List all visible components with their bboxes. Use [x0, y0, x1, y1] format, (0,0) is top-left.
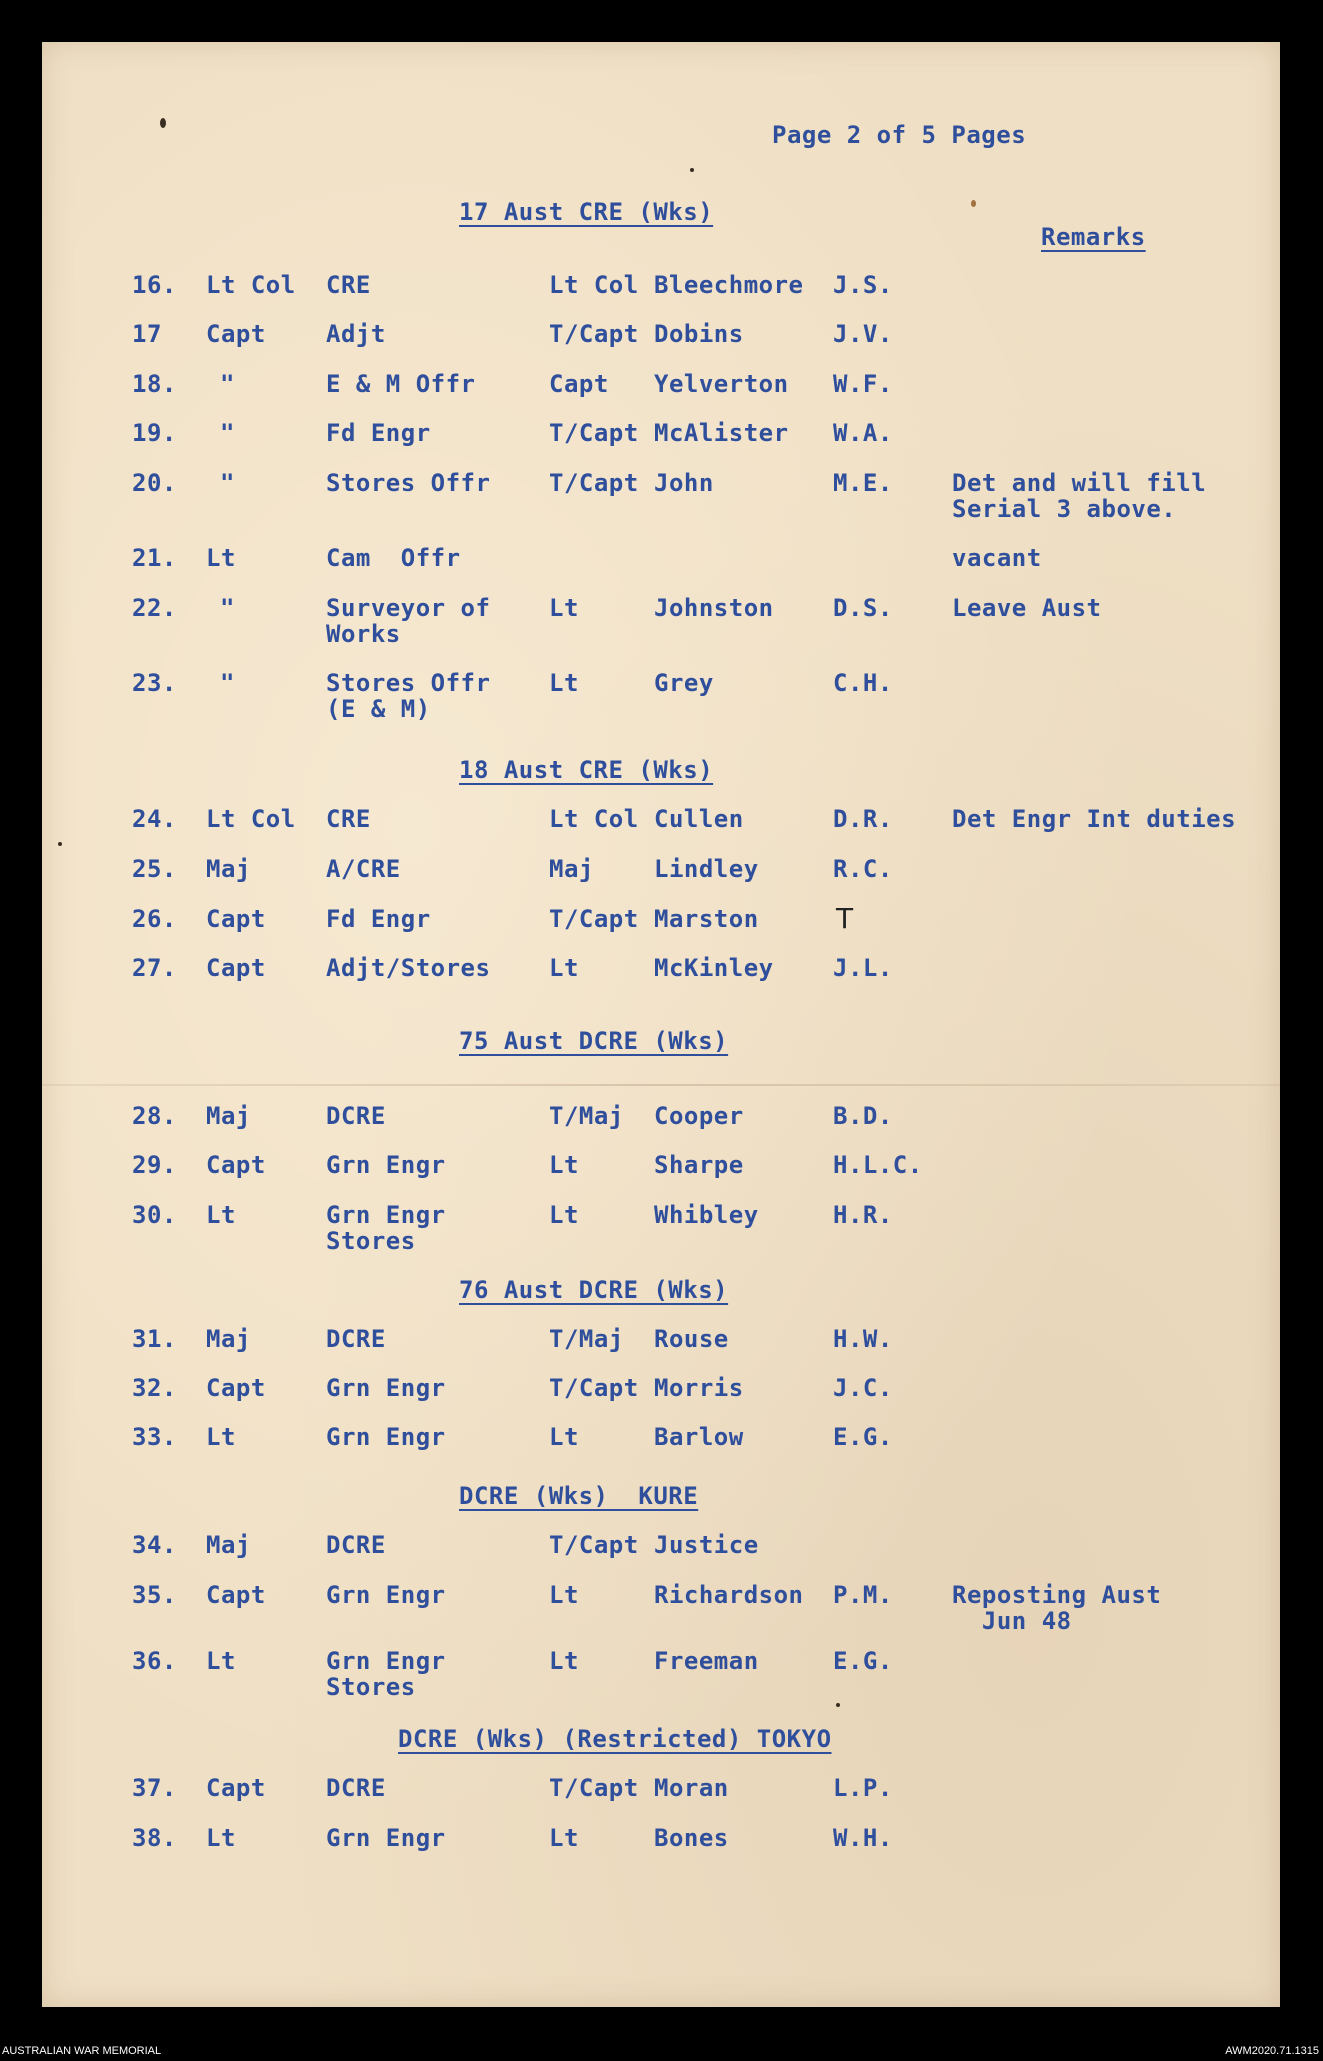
appointment: Stores Offr	[326, 469, 491, 497]
appointment: A/CRE	[326, 855, 401, 883]
holder-initials: J.L.	[833, 954, 893, 982]
appointment: DCRE	[326, 1774, 386, 1802]
holder-name: John	[654, 469, 714, 497]
holder-initials: H.L.C.	[833, 1151, 923, 1179]
establishment-rank: Maj	[206, 855, 251, 883]
holder-initials: R.C.	[833, 855, 893, 883]
appointment: Grn Engr	[326, 1824, 446, 1852]
appointment: Fd Engr	[326, 905, 431, 933]
serial-number: 38.	[132, 1824, 177, 1852]
roll-row	[0, 1202, 1323, 1272]
serial-number: 31.	[132, 1325, 177, 1353]
holder-initials: D.R.	[833, 805, 893, 833]
holder-name: Bones	[654, 1824, 729, 1852]
holder-initials: W.F.	[833, 370, 893, 398]
roll-row	[0, 670, 1323, 740]
holder-name: Cooper	[654, 1102, 744, 1130]
handwritten-mark: T	[836, 902, 854, 935]
holder-initials: P.M.	[833, 1581, 893, 1609]
establishment-rank: Lt Col	[206, 271, 296, 299]
holder-rank: T/Capt	[549, 419, 639, 447]
establishment-rank: Lt	[206, 544, 236, 572]
holder-initials: D.S.	[833, 594, 893, 622]
holder-name: Justice	[654, 1531, 759, 1559]
appointment: Grn Engr	[326, 1374, 446, 1402]
roll-row	[0, 595, 1323, 665]
holder-name: Freeman	[654, 1647, 759, 1675]
establishment-rank: Lt	[206, 1423, 236, 1451]
fold-crease	[42, 1084, 1280, 1086]
archive-credit: AUSTRALIAN WAR MEMORIAL	[2, 2045, 162, 2057]
roll-row	[0, 1648, 1323, 1718]
section-title: 17 Aust CRE (Wks)	[459, 198, 714, 226]
holder-rank: T/Maj	[549, 1325, 624, 1353]
holder-initials: E.G.	[833, 1647, 893, 1675]
serial-number: 25.	[132, 855, 177, 883]
holder-name: Yelverton	[654, 370, 789, 398]
holder-initials: M.E.	[833, 469, 893, 497]
holder-initials: J.C.	[833, 1374, 893, 1402]
remarks: Det and will fill Serial 3 above.	[952, 469, 1207, 523]
establishment-rank: Capt	[206, 320, 266, 348]
holder-name: Rouse	[654, 1325, 729, 1353]
holder-rank: Capt	[549, 370, 609, 398]
serial-number: 19.	[132, 419, 177, 447]
establishment-rank: Capt	[206, 1151, 266, 1179]
roll-row	[0, 955, 1323, 1025]
holder-rank: T/Capt	[549, 1374, 639, 1402]
establishment-rank: Lt	[206, 1201, 236, 1229]
serial-number: 23.	[132, 669, 177, 697]
holder-rank: T/Capt	[549, 905, 639, 933]
archive-reference: AWM2020.71.1315	[1225, 2045, 1319, 2057]
establishment-rank: "	[220, 469, 235, 497]
holder-name: Morris	[654, 1374, 744, 1402]
establishment-rank: Capt	[206, 1374, 266, 1402]
holder-rank: Lt Col	[549, 805, 639, 833]
establishment-rank: Capt	[206, 1581, 266, 1609]
holder-initials: J.S.	[833, 271, 893, 299]
section-title: DCRE (Wks) (Restricted) TOKYO	[398, 1725, 832, 1753]
holder-rank: Lt	[549, 1151, 579, 1179]
remarks: Det Engr Int duties	[952, 805, 1237, 833]
appointment: DCRE	[326, 1102, 386, 1130]
holder-initials: L.P.	[833, 1774, 893, 1802]
holder-name: Moran	[654, 1774, 729, 1802]
serial-number: 29.	[132, 1151, 177, 1179]
appointment: CRE	[326, 805, 371, 833]
appointment: Adjt	[326, 320, 386, 348]
appointment: Stores Offr (E & M)	[326, 669, 491, 723]
paper-speck	[971, 200, 976, 207]
holder-name: Grey	[654, 669, 714, 697]
establishment-rank: Maj	[206, 1325, 251, 1353]
holder-rank: T/Capt	[549, 1531, 639, 1559]
holder-name: Barlow	[654, 1423, 744, 1451]
holder-initials: J.V.	[833, 320, 893, 348]
paper-speck	[160, 118, 166, 128]
holder-name: Bleechmore	[654, 271, 804, 299]
serial-number: 32.	[132, 1374, 177, 1402]
remarks: Reposting Aust Jun 48	[952, 1581, 1162, 1635]
appointment: Fd Engr	[326, 419, 431, 447]
serial-number: 22.	[132, 594, 177, 622]
serial-number: 18.	[132, 370, 177, 398]
serial-number: 35.	[132, 1581, 177, 1609]
holder-rank: Lt	[549, 1824, 579, 1852]
serial-number: 34.	[132, 1531, 177, 1559]
holder-name: Lindley	[654, 855, 759, 883]
appointment: Grn Engr Stores	[326, 1201, 446, 1255]
holder-rank: T/Capt	[549, 469, 639, 497]
section-title: 18 Aust CRE (Wks)	[459, 756, 714, 784]
establishment-rank: "	[220, 419, 235, 447]
appointment: DCRE	[326, 1531, 386, 1559]
paper-speck	[836, 1703, 840, 1707]
roll-row	[0, 1825, 1323, 1895]
roll-row	[0, 470, 1323, 540]
roll-row	[0, 1582, 1323, 1652]
establishment-rank: "	[220, 370, 235, 398]
section-title: 76 Aust DCRE (Wks)	[459, 1276, 729, 1304]
holder-rank: Lt	[549, 954, 579, 982]
holder-name: Sharpe	[654, 1151, 744, 1179]
establishment-rank: Capt	[206, 905, 266, 933]
holder-name: McKinley	[654, 954, 774, 982]
remarks-heading: Remarks	[1041, 223, 1146, 251]
appointment: CRE	[326, 271, 371, 299]
serial-number: 36.	[132, 1647, 177, 1675]
page-number: Page 2 of 5 Pages	[772, 121, 1027, 149]
serial-number: 27.	[132, 954, 177, 982]
appointment: Grn Engr Stores	[326, 1647, 446, 1701]
holder-rank: T/Capt	[549, 1774, 639, 1802]
appointment: E & M Offr	[326, 370, 476, 398]
establishment-rank: Capt	[206, 1774, 266, 1802]
serial-number: 20.	[132, 469, 177, 497]
appointment: Cam Offr	[326, 544, 461, 572]
holder-name: Cullen	[654, 805, 744, 833]
remarks: Leave Aust	[952, 594, 1102, 622]
holder-name: Richardson	[654, 1581, 804, 1609]
holder-initials: W.H.	[833, 1824, 893, 1852]
appointment: DCRE	[326, 1325, 386, 1353]
serial-number: 37.	[132, 1774, 177, 1802]
holder-rank: Lt	[549, 1647, 579, 1675]
holder-rank: Lt	[549, 1201, 579, 1229]
remarks: vacant	[952, 544, 1042, 572]
holder-initials: H.R.	[833, 1201, 893, 1229]
establishment-rank: Maj	[206, 1102, 251, 1130]
holder-initials: B.D.	[833, 1102, 893, 1130]
holder-name: Marston	[654, 905, 759, 933]
section-title: 75 Aust DCRE (Wks)	[459, 1027, 729, 1055]
holder-rank: T/Capt	[549, 320, 639, 348]
appointment: Grn Engr	[326, 1423, 446, 1451]
serial-number: 33.	[132, 1423, 177, 1451]
serial-number: 17	[132, 320, 162, 348]
roll-row	[0, 1424, 1323, 1494]
serial-number: 28.	[132, 1102, 177, 1130]
holder-name: McAlister	[654, 419, 789, 447]
holder-rank: Lt Col	[549, 271, 639, 299]
holder-rank: Lt	[549, 594, 579, 622]
establishment-rank: "	[220, 669, 235, 697]
paper-speck	[690, 168, 694, 172]
holder-rank: T/Maj	[549, 1102, 624, 1130]
holder-rank: Maj	[549, 855, 594, 883]
serial-number: 30.	[132, 1201, 177, 1229]
holder-initials: H.W.	[833, 1325, 893, 1353]
establishment-rank: "	[220, 594, 235, 622]
holder-initials: C.H.	[833, 669, 893, 697]
establishment-rank: Lt Col	[206, 805, 296, 833]
establishment-rank: Lt	[206, 1824, 236, 1852]
paper-speck	[58, 842, 62, 846]
section-title: DCRE (Wks) KURE	[459, 1482, 699, 1510]
holder-initials: W.A.	[833, 419, 893, 447]
holder-rank: Lt	[549, 1581, 579, 1609]
appointment: Grn Engr	[326, 1151, 446, 1179]
serial-number: 24.	[132, 805, 177, 833]
serial-number: 21.	[132, 544, 177, 572]
holder-rank: Lt	[549, 1423, 579, 1451]
serial-number: 16.	[132, 271, 177, 299]
establishment-rank: Capt	[206, 954, 266, 982]
holder-name: Dobins	[654, 320, 744, 348]
appointment: Surveyor of Works	[326, 594, 491, 648]
establishment-rank: Maj	[206, 1531, 251, 1559]
serial-number: 26.	[132, 905, 177, 933]
appointment: Grn Engr	[326, 1581, 446, 1609]
appointment: Adjt/Stores	[326, 954, 491, 982]
establishment-rank: Lt	[206, 1647, 236, 1675]
holder-name: Whibley	[654, 1201, 759, 1229]
holder-name: Johnston	[654, 594, 774, 622]
holder-rank: Lt	[549, 669, 579, 697]
holder-initials: E.G.	[833, 1423, 893, 1451]
